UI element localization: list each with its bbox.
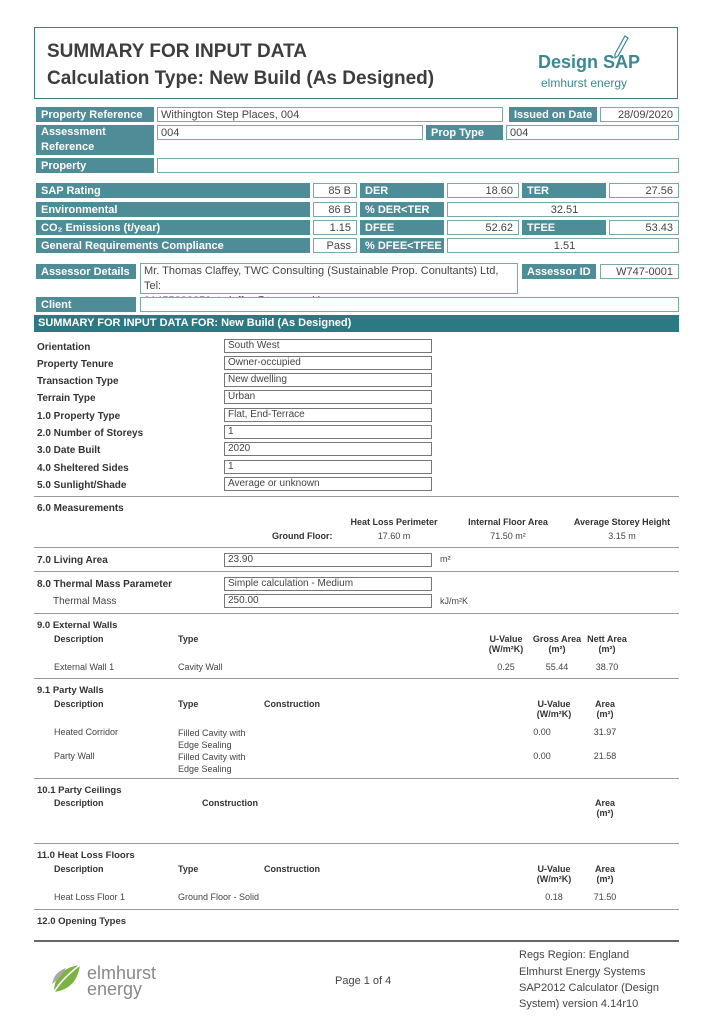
divider [34, 613, 679, 614]
issued-on-date-value: 28/09/2020 [600, 107, 679, 122]
divider [34, 547, 679, 548]
tfee-label: TFEE [522, 220, 606, 235]
floors-type-header: Type [178, 864, 199, 874]
der-value: 18.60 [447, 183, 519, 198]
tfee-value: 53.43 [609, 220, 679, 235]
floors-area-header: Area (m²) [594, 864, 615, 884]
design-sap-logo-sub: elmhurst energy [541, 76, 628, 90]
floors-construction-header: Construction [264, 864, 320, 874]
field-label: Transaction Type [37, 376, 119, 387]
floors-uvalue-header: U-Value (W/m²K) [536, 864, 572, 884]
general-requirements-value: Pass [313, 238, 357, 253]
regs-region: Regs Region: England [519, 949, 630, 961]
environmental-value: 86 B [313, 202, 357, 217]
dfee-tfee-percent-value: 1.51 [447, 238, 679, 253]
party-wall-2-uvalue: 0.00 [533, 751, 551, 761]
ext-walls-gross-area-header: Gross Area (m²) [532, 634, 582, 654]
divider [34, 843, 679, 844]
field-label: 5.0 Sunlight/Shade [37, 480, 127, 491]
prop-type-ref-label: Prop Type Ref [426, 125, 503, 140]
party-walls-construction-header: Construction [264, 699, 320, 709]
thermal-mass-value: 250.00 [224, 594, 432, 608]
divider [34, 909, 679, 910]
ground-floor-label: Ground Floor: [272, 531, 333, 541]
divider [34, 496, 679, 497]
party-ceilings-area-header: Area (m²) [594, 798, 615, 818]
property-reference-value: Withington Step Places, 004 [157, 107, 503, 122]
internal-floor-area-value: 71.50 m² [490, 531, 526, 541]
divider [34, 778, 679, 779]
elmhurst-leaf-icon [50, 962, 84, 1001]
calculation-type: Calculation Type: New Build (As Designed) [47, 68, 435, 89]
field-label: 2.0 Number of Storeys [37, 428, 144, 439]
party-walls-description-header: Description [54, 699, 104, 709]
living-area-label: 7.0 Living Area [37, 555, 108, 566]
party-wall-1-type: Filled Cavity with Edge Sealing [178, 728, 246, 750]
field-value: Owner-occupied [224, 356, 432, 370]
thermal-mass-parameter-value: Simple calculation - Medium [224, 577, 432, 591]
prop-type-ref-value: 004 [506, 125, 679, 140]
field-label: Orientation [37, 342, 91, 353]
ext-wall-1-type: Cavity Wall [178, 662, 223, 672]
system-version-2: System) version 4.14r10 [519, 998, 639, 1010]
party-ceilings-description-header: Description [54, 798, 104, 808]
party-walls-area-header: Area (m²) [594, 699, 615, 719]
pen-icon [612, 34, 630, 67]
der-label: DER [360, 183, 444, 198]
average-storey-height-value: 3.15 m [608, 531, 636, 541]
client-label: Client [36, 297, 136, 312]
party-wall-2-area: 21.58 [593, 751, 617, 761]
heat-loss-floors-title: 11.0 Heat Loss Floors [37, 850, 135, 861]
ext-wall-1-description: External Wall 1 [54, 662, 115, 672]
living-area-value: 23.90 [224, 553, 432, 567]
dfee-value: 52.62 [447, 220, 519, 235]
thermal-mass-label: Thermal Mass [53, 596, 117, 607]
field-value: New dwelling [224, 373, 432, 387]
property-reference-label: Property Reference [36, 107, 154, 122]
dfee-label: DFEE [360, 220, 444, 235]
heat-loss-perimeter-value: 17.60 m [377, 531, 411, 541]
ext-wall-1-uvalue: 0.25 [497, 662, 515, 672]
heat-loss-perimeter-header: Heat Loss Perimeter [350, 517, 438, 527]
sap-rating-value: 85 B [313, 183, 357, 198]
assessor-line-1: Mr. Thomas Claffey, TWC Consulting (Sustainable Prop. Conultants) Ltd, Tel: [144, 265, 499, 292]
general-requirements-label: General Requirements Compliance [36, 238, 310, 253]
external-walls-title: 9.0 External Walls [37, 620, 118, 631]
party-wall-1-description: Heated Corridor [54, 727, 119, 737]
ter-label: TER [522, 183, 606, 198]
average-storey-height-header: Average Storey Height [573, 517, 671, 527]
system-version-1: SAP2012 Calculator (Design [519, 982, 660, 994]
field-value: Flat, End-Terrace [224, 408, 432, 422]
party-wall-2-description: Party Wall [54, 751, 95, 761]
der-ter-percent-label: % DER<TER [360, 202, 444, 217]
environmental-label: Environmental [36, 202, 310, 217]
party-wall-2-type: Filled Cavity with Edge Sealing [178, 752, 246, 774]
ext-wall-1-nett-area: 38.70 [595, 662, 619, 672]
measurements-title: 6.0 Measurements [37, 503, 124, 514]
field-label: 1.0 Property Type [37, 411, 121, 422]
field-value: 2020 [224, 442, 432, 456]
field-label: Terrain Type [37, 393, 96, 404]
co2-emissions-label: CO₂ Emissions (t/year) [36, 220, 310, 235]
field-value: South West [224, 339, 432, 353]
party-walls-uvalue-header: U-Value (W/m²K) [536, 699, 572, 719]
field-value: Average or unknown [224, 477, 432, 491]
der-ter-percent-value: 32.51 [447, 202, 679, 217]
page-title: SUMMARY FOR INPUT DATA [47, 41, 308, 62]
field-value: 1 [224, 460, 432, 474]
assessment-reference-value: 004 [157, 125, 423, 140]
party-ceilings-construction-header: Construction [202, 798, 258, 808]
dfee-tfee-percent-label: % DFEE<TFEE [360, 238, 444, 253]
sap-rating-label: SAP Rating [36, 183, 310, 198]
issued-on-date-label: Issued on Date [509, 107, 597, 122]
opening-types-title: 12.0 Opening Types [37, 916, 127, 927]
assessor-id-value: W747-0001 [600, 264, 679, 279]
party-walls-type-header: Type [178, 699, 199, 709]
ext-walls-uvalue-header: U-Value (W/m²K) [488, 634, 524, 654]
internal-floor-area-header: Internal Floor Area [468, 517, 548, 527]
floor-1-type: Ground Floor - Solid [178, 892, 260, 902]
assessor-details-value [140, 263, 518, 294]
ext-walls-nett-area-header: Nett Area (m²) [587, 634, 627, 654]
thermal-mass-unit: kJ/m²K [440, 596, 468, 606]
co2-emissions-value: 1.15 [313, 220, 357, 235]
field-label: Property Tenure [37, 359, 114, 370]
floor-1-uvalue: 0.18 [545, 892, 563, 902]
field-label: 4.0 Sheltered Sides [37, 463, 129, 474]
field-value: Urban [224, 390, 432, 404]
ext-walls-type-header: Type [178, 634, 199, 644]
system-name: Elmhurst Energy Systems [519, 966, 646, 978]
assessment-reference-label: Assessment Reference [36, 125, 154, 155]
party-wall-1-area: 31.97 [593, 727, 617, 737]
assessor-id-label: Assessor ID [522, 264, 596, 279]
summary-section-bar: SUMMARY FOR INPUT DATA FOR: New Build (As Designed) [34, 315, 679, 332]
floor-1-description: Heat Loss Floor 1 [54, 892, 126, 902]
page-number: Page 1 of 4 [335, 975, 392, 987]
divider [34, 678, 679, 679]
field-label: 3.0 Date Built [37, 445, 101, 456]
party-wall-1-uvalue: 0.00 [533, 727, 551, 737]
ext-walls-description-header: Description [54, 634, 104, 644]
assessor-details-label: Assessor Details [36, 264, 136, 279]
floor-1-area: 71.50 [593, 892, 617, 902]
elmhurst-logo-text: elmhurst energy [87, 963, 157, 999]
living-area-unit: m² [440, 554, 451, 564]
party-walls-title: 9.1 Party Walls [37, 685, 104, 696]
footer-system-info [519, 947, 659, 1012]
field-value: 1 [224, 425, 432, 439]
property-value [157, 158, 679, 173]
design-sap-logo: Design SAP [538, 52, 641, 72]
ext-wall-1-gross-area: 55.44 [545, 662, 569, 672]
footer-divider [34, 940, 679, 942]
thermal-mass-parameter-label: 8.0 Thermal Mass Parameter [37, 579, 173, 590]
divider [34, 571, 679, 572]
floors-description-header: Description [54, 864, 104, 874]
property-label: Property [36, 158, 154, 173]
client-value [140, 297, 679, 312]
ter-value: 27.56 [609, 183, 679, 198]
party-ceilings-title: 10.1 Party Ceilings [37, 785, 122, 796]
